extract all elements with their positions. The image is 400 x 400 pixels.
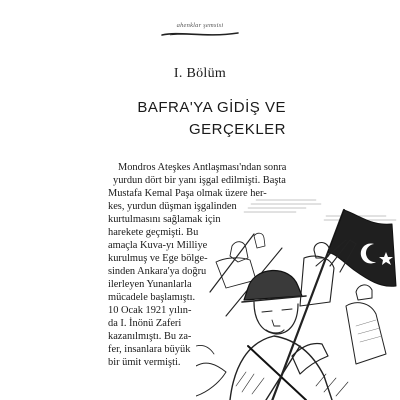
body-line: ilerleyen Yunanlarla	[108, 279, 192, 290]
body-line: kurtulmasını sağlamak için	[108, 214, 221, 225]
running-head-text: ahenklar şemsisi	[176, 22, 224, 29]
body-line: kazanılmıştı. Bu za-	[108, 331, 192, 342]
body-line: da I. İnönü Zaferi	[108, 318, 182, 329]
chapter-label: I. Bölüm	[173, 66, 227, 81]
body-line: 10 Ocak 1921 yılın-	[108, 305, 192, 316]
chapter-title	[137, 97, 286, 141]
body-line: fer, insanlara büyük	[108, 344, 191, 355]
ornament-swash-icon	[160, 30, 240, 38]
body-line: harekete geçmişti. Bu	[108, 227, 199, 238]
body-line: mücadele başlamıştı.	[108, 292, 196, 303]
body-line: Mondros Ateşkes Antlaşması'ndan sonra	[118, 162, 287, 173]
body-line: amaçla Kuva-yı Milliye	[108, 240, 208, 251]
running-header	[0, 22, 400, 38]
body-line: bir ümit vermişti.	[108, 357, 181, 368]
body-line: sinden Ankara'ya doğru	[108, 266, 207, 277]
chapter-title-line-2: GERÇEKLER	[188, 121, 286, 138]
chapter-title-line-1: BAFRA'YA GİDİŞ VE	[137, 99, 286, 116]
body-line: kurulmuş ve Ege bölge-	[108, 253, 208, 264]
body-line: Mustafa Kemal Paşa olmak üzere her-	[108, 188, 267, 199]
soldiers-with-flag-illustration-icon	[196, 196, 400, 400]
body-line: yurdun dört bir yanı işgal edilmişti. Başta	[113, 175, 286, 186]
body-line: kes, yurdun düşman işgalinden	[108, 201, 237, 212]
